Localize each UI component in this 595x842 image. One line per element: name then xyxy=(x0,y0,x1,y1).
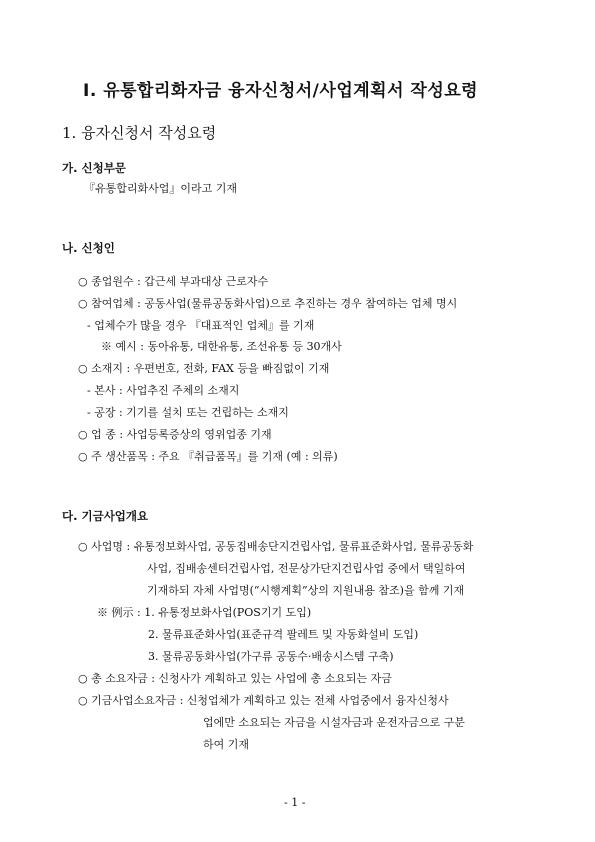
list-item: 하여 기재 xyxy=(203,738,250,751)
list-item: ○ 기금사업소요자금 : 신청업체가 계획하고 있는 전체 사업중에서 융자신청사 xyxy=(78,694,449,707)
list-item: 사업, 집배송센터건립사업, 전문상가단지건립사업 중에서 택일하여 xyxy=(147,562,466,575)
list-item: - 공장 : 기기를 설치 또는 건립하는 소재지 xyxy=(87,406,289,419)
list-item: ○ 종업원수 : 갑근세 부과대상 근로자수 xyxy=(78,275,269,288)
list-item: 기재하되 자체 사업명(“시행계획”상의 지원내용 참조)을 함께 기재 xyxy=(147,584,465,597)
subsection-heading-ga: 가. 신청부문 xyxy=(62,161,126,175)
list-item: ○ 주 생산품목 : 주요 『취급품목』를 기재 (예 : 의류) xyxy=(78,450,338,463)
list-item: ○ 사업명 : 유통정보화사업, 공동집배송단지건립사업, 물류표준화사업, 물류공동화 xyxy=(78,540,474,553)
list-item: 3. 물류공동화사업(가구류 공동수·배송시스템 구축) xyxy=(148,650,394,663)
list-item: ※ 예시 : 동아유통, 대한유통, 조선유통 등 30개사 xyxy=(101,340,342,353)
list-item: - 업체수가 많을 경우 『대표적인 업체』를 기재 xyxy=(87,319,315,332)
list-item: 업에만 소요되는 자금을 시설자금과 운전자금으로 구분 xyxy=(203,716,465,729)
subsection-heading-da: 다. 기금사업개요 xyxy=(62,509,149,523)
list-item: ○ 업 종 : 사업등록증상의 영위업종 기재 xyxy=(78,428,272,441)
paragraph-text: 『유통합리화사업』이라고 기재 xyxy=(84,182,238,195)
list-item: 2. 물류표준화사업(표준규격 팔레트 및 자동화설비 도입) xyxy=(148,628,419,641)
list-item: ○ 소재지 : 우편번호, 전화, FAX 등을 빠짐없이 기재 xyxy=(78,362,330,375)
page-number: - 1 - xyxy=(284,796,306,809)
list-item: ○ 총 소요자금 : 신청사가 계획하고 있는 사업에 총 소요되는 자금 xyxy=(78,672,392,685)
list-item: ○ 참여업체 : 공동사업(물류공동화사업)으로 추진하는 경우 참여하는 업체 명시 xyxy=(78,297,458,310)
section-heading: 1. 융자신청서 작성요령 xyxy=(62,124,217,142)
list-item: - 본사 : 사업추진 주체의 소재지 xyxy=(87,384,240,397)
list-item: ※ 例示 : 1. 유통정보화사업(POS기기 도입) xyxy=(97,606,312,619)
document-title: Ⅰ. 유통합리화자금 융자신청서/사업계획서 작성요령 xyxy=(83,81,479,101)
subsection-heading-na: 나. 신청인 xyxy=(62,241,115,255)
